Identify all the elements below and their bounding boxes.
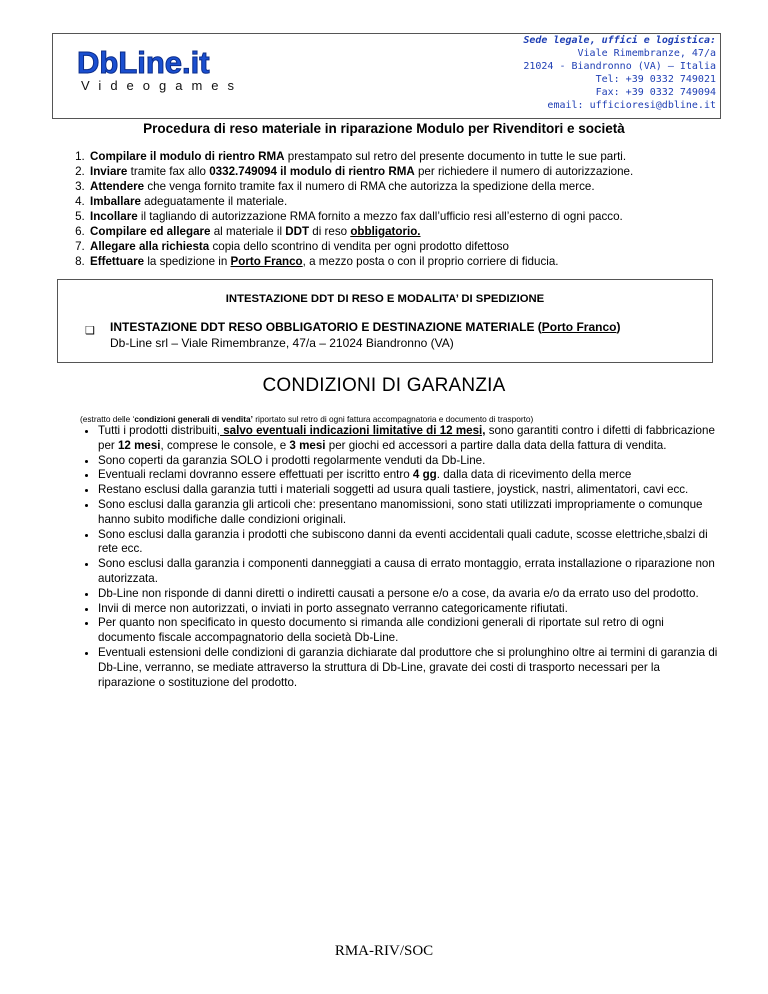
ddt-address: Db-Line srl – Viale Rimembranze, 47/a – 21024 Biandronno (VA) — [110, 336, 454, 350]
contact-address: Viale Rimembranze, 47/a — [577, 48, 716, 59]
contact-tel: Tel: +39 0332 749021 — [595, 74, 716, 85]
dbline-logo — [75, 43, 265, 95]
contact-email[interactable]: email: ufficioresi@dbline.it — [547, 100, 716, 111]
checkbox-bullet-icon: ❑ — [85, 325, 95, 337]
logo-tagline: Videogames — [81, 78, 244, 93]
ddt-heading: INTESTAZIONE DDT DI RESO E MODALITA’ DI SPEDIZIONE — [225, 293, 545, 305]
condition-item: • Sono coperti da garanzia SOLO i prodotti regolarmente venduti da Db-Line. — [98, 454, 718, 469]
step-item: 5. Incollare il tagliando di autorizzazione RMA fornito a mezzo fax dall’ufficio resi all’esterno di ogni pacco. — [88, 209, 768, 224]
step-item: 1. Compilare il modulo di rientro RMA prestampato sul retro del presente documento in tutte le sue parti. — [88, 149, 768, 164]
conditions-title: CONDIZIONI DI GARANZIA — [262, 375, 506, 396]
step-item: 7. Allegare alla richiesta copia dello scontrino di vendita per ogni prodotto difettoso — [88, 239, 768, 254]
step-item: 6. Compilare ed allegare al materiale il DDT di reso obbligatorio. — [88, 224, 768, 239]
condition-item: • Eventuali reclami dovranno essere effettuati per iscritto entro 4 gg. dalla data di ricevimento della merce — [98, 468, 718, 483]
condition-item: • Sono esclusi dalla garanzia i componenti danneggiati a causa di errato montaggio, errata installazione o riparazione non autorizzata. — [98, 557, 718, 587]
contact-city: 21024 - Biandronno (VA) – Italia — [523, 61, 716, 72]
condition-item: • Sono esclusi dalla garanzia i prodotti che subiscono danni da eventi accidentali quali cadute, scosse elettriche,sbalzi di rete ecc. — [98, 528, 718, 558]
step-item: 3. Attendere che venga fornito tramite fax il numero di RMA che autorizza la spedizione della merce. — [88, 179, 768, 194]
step-item: 8. Effettuare la spedizione in Porto Franco, a mezzo posta o con il proprio corriere di fiducia. — [88, 254, 768, 269]
procedure-steps — [50, 149, 768, 269]
condition-item: • Per quanto non specificato in questo documento si rimanda alle condizioni generali di riportate sul retro di ogni documento fiscale accompagnatorio della società Db-Line. — [98, 616, 718, 646]
condition-item: • Eventuali estensioni delle condizioni di garanzia dichiarate dal produttore che si prolunghino oltre ai termini di garanzia di Db-Line, verranno, se mediate attraverso la struttura di Db-Line, gravate dei costi di trasporto necessari per la riparazione o sostituzione del prodotto. — [98, 646, 718, 690]
contact-block — [496, 34, 716, 112]
condition-item: • Invii di merce non autorizzati, o inviati in porto assegnato verranno categoricamente rifiutati. — [98, 602, 718, 617]
ddt-box — [57, 279, 713, 363]
conditions-list — [78, 424, 718, 690]
logo-brand: DbLine.it — [77, 45, 210, 80]
condition-item: • Restano esclusi dalla garanzia tutti i materiali soggetti ad usura quali tastiere, joystick, nastri, alimentatori, cavi ecc. — [98, 483, 718, 498]
condition-item: • Sono esclusi dalla garanzia gli articoli che: presentano manomissioni, sono stati utilizzati impropriamente o comunque hanno subito modifiche dalle condizioni originali. — [98, 498, 718, 528]
ddt-instruction: INTESTAZIONE DDT RESO OBBLIGATORIO E DESTINAZIONE MATERIALE (Porto Franco) — [110, 320, 621, 334]
condition-item: • Db-Line non risponde di danni diretti o indiretti causati a persone e/o a cose, da avaria e/o da errato uso del prodotto. — [98, 587, 718, 602]
step-item: 4. Imballare adeguatamente il materiale. — [88, 194, 768, 209]
page-title: Procedura di reso materiale in riparazione Modulo per Rivenditori e società — [143, 121, 625, 136]
condition-item: • Tutti i prodotti distribuiti, salvo eventuali indicazioni limitative di 12 mesi, sono garantiti contro i difetti di fabbricazione per 12 mesi, comprese le console, e 3 mesi per giochi ed accessori a partire dalla data della fattura di vendita. — [98, 424, 718, 454]
step-item: 2. Inviare tramite fax allo 0332.749094 il modulo di rientro RMA per richiedere il numero di autorizzazione. — [88, 164, 768, 179]
conditions-excerpt-note: (estratto delle ‘condizioni generali di vendita’ riportato sul retro di ogni fattura accompagnatoria e documento di trasporto) — [80, 414, 534, 424]
contact-heading: Sede legale, uffici e logistica: — [523, 35, 716, 46]
contact-fax: Fax: +39 0332 749094 — [595, 87, 716, 98]
footer-code: RMA-RIV/SOC — [334, 943, 434, 959]
